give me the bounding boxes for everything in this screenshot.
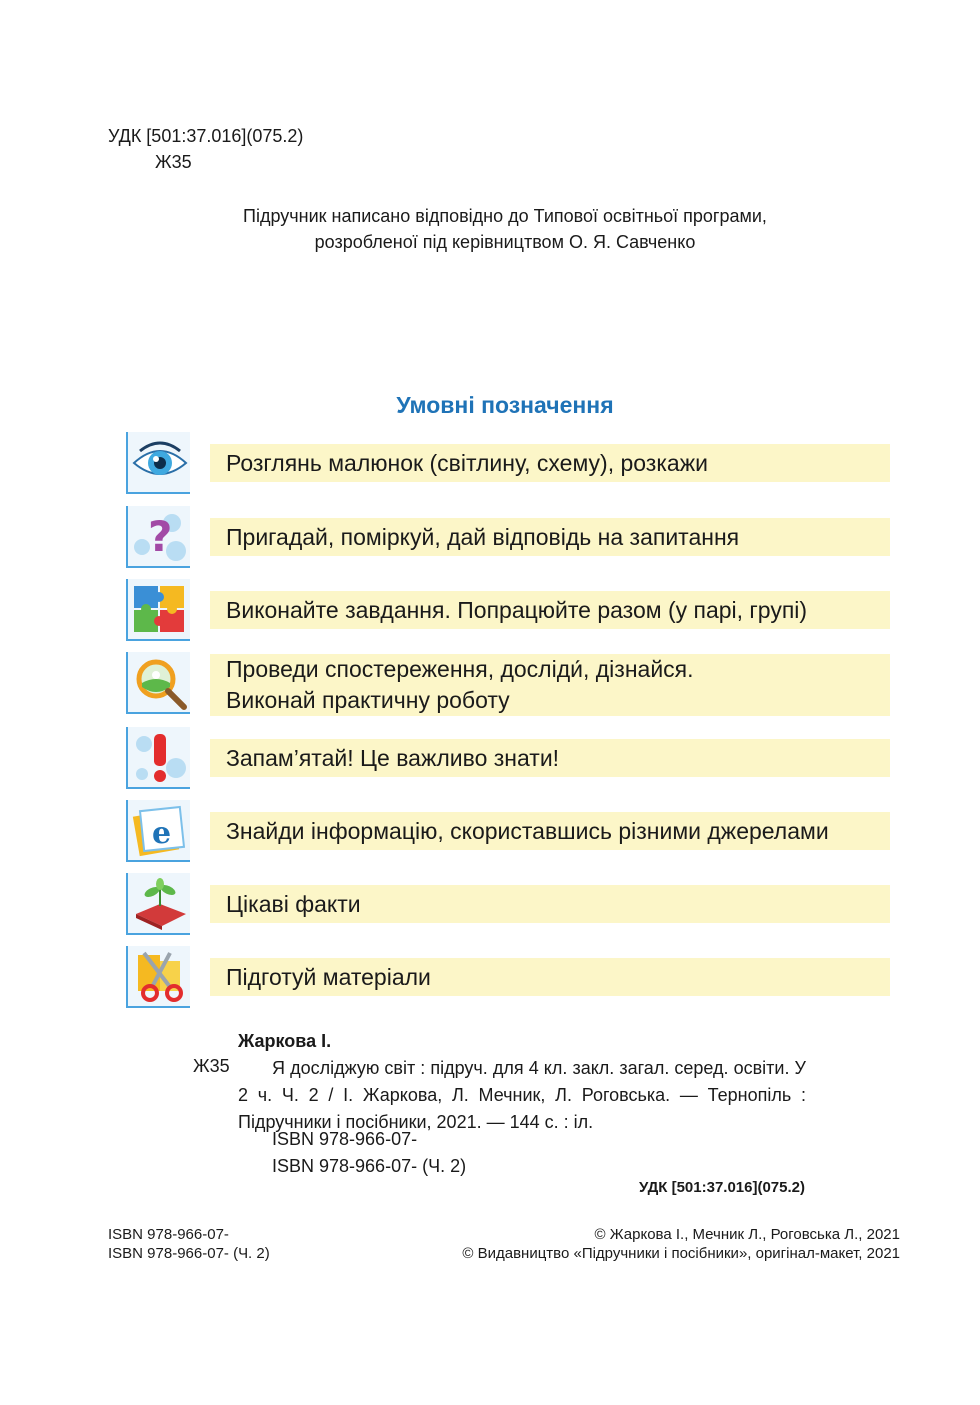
- legend-text-line1: Проведи спостереження, досліди́, дізнайся.: [226, 656, 694, 682]
- legend-text-line2: Виконай практичну роботу: [226, 687, 510, 713]
- author-mark: Ж35: [155, 152, 192, 172]
- udk-code: УДК [501:37.016](075.2): [108, 126, 304, 146]
- bib-description: Я досліджую світ : підруч. для 4 кл. закл. загал. серед. освіти. У 2 ч. Ч. 2 / І. Жаркова, Л. Мечник, Л. Роговська. — Тернопіль : Підручники і посібники, 2021. — 144 с. : іл.: [238, 1058, 806, 1132]
- legend-text: Знайди інформацію, скориставшись різними джерелами: [226, 818, 829, 844]
- legend-item-facts: [126, 873, 890, 935]
- program-note-line1: Підручник написано відповідно до Типової освітньої програми,: [243, 206, 767, 226]
- internet-book-icon: [126, 800, 190, 862]
- bib-isbn: ISBN 978-966-07-: [272, 1129, 418, 1149]
- legend-text: Пригадай, поміркуй, дай відповідь на запитання: [226, 524, 740, 550]
- program-note-line2: розробленої під керівництвом О. Я. Савченко: [314, 232, 696, 252]
- legend-text: Цікаві факти: [226, 891, 361, 917]
- bib-udk: УДК [501:37.016](075.2): [639, 1179, 805, 1196]
- legend-item-materials: [126, 946, 890, 1008]
- question-icon: [126, 506, 190, 568]
- legend-item-look: [126, 432, 890, 494]
- footer-isbn: ISBN 978-966-07-: [108, 1226, 229, 1243]
- legend-text: Запам’ятай! Це важливо знати!: [226, 745, 560, 771]
- program-note: [0, 203, 980, 255]
- legend-item-research: [126, 800, 890, 862]
- bib-code: Ж35: [193, 1056, 230, 1076]
- legend-title: Умовні позначення: [396, 392, 614, 418]
- legend-text: Виконайте завдання. Попрацюйте разом (у парі, групі): [226, 597, 808, 623]
- svg-text:e: e: [152, 816, 172, 851]
- puzzle-icon: [126, 579, 190, 641]
- scissors-icon: [126, 946, 190, 1008]
- plant-book-icon: [126, 873, 190, 935]
- legend-item-think: [126, 506, 890, 568]
- bib-isbn-part2: ISBN 978-966-07- (Ч. 2): [272, 1156, 467, 1176]
- legend-text: Підготуй матеріали: [226, 964, 431, 990]
- bib-author: Жаркова І.: [238, 1031, 332, 1051]
- legend-item-observe: [126, 652, 890, 716]
- exclamation-icon: [126, 727, 190, 789]
- footer-isbn-part2: ISBN 978-966-07- (Ч. 2): [108, 1245, 270, 1262]
- legend-text: Розглянь малюнок (світлину, схему), розкажи: [226, 450, 708, 476]
- magnifier-icon: [126, 652, 190, 714]
- footer-copyright-authors: © Жаркова І., Мечник Л., Роговська Л., 2021: [594, 1226, 900, 1243]
- eye-icon: [126, 432, 190, 494]
- legend-item-remember: [126, 727, 890, 789]
- svg-text:?: ?: [148, 512, 173, 561]
- footer-copyright-publisher: © Видавництво «Підручники і посібники», оригінал-макет, 2021: [462, 1245, 900, 1262]
- legend-item-task: [126, 579, 890, 641]
